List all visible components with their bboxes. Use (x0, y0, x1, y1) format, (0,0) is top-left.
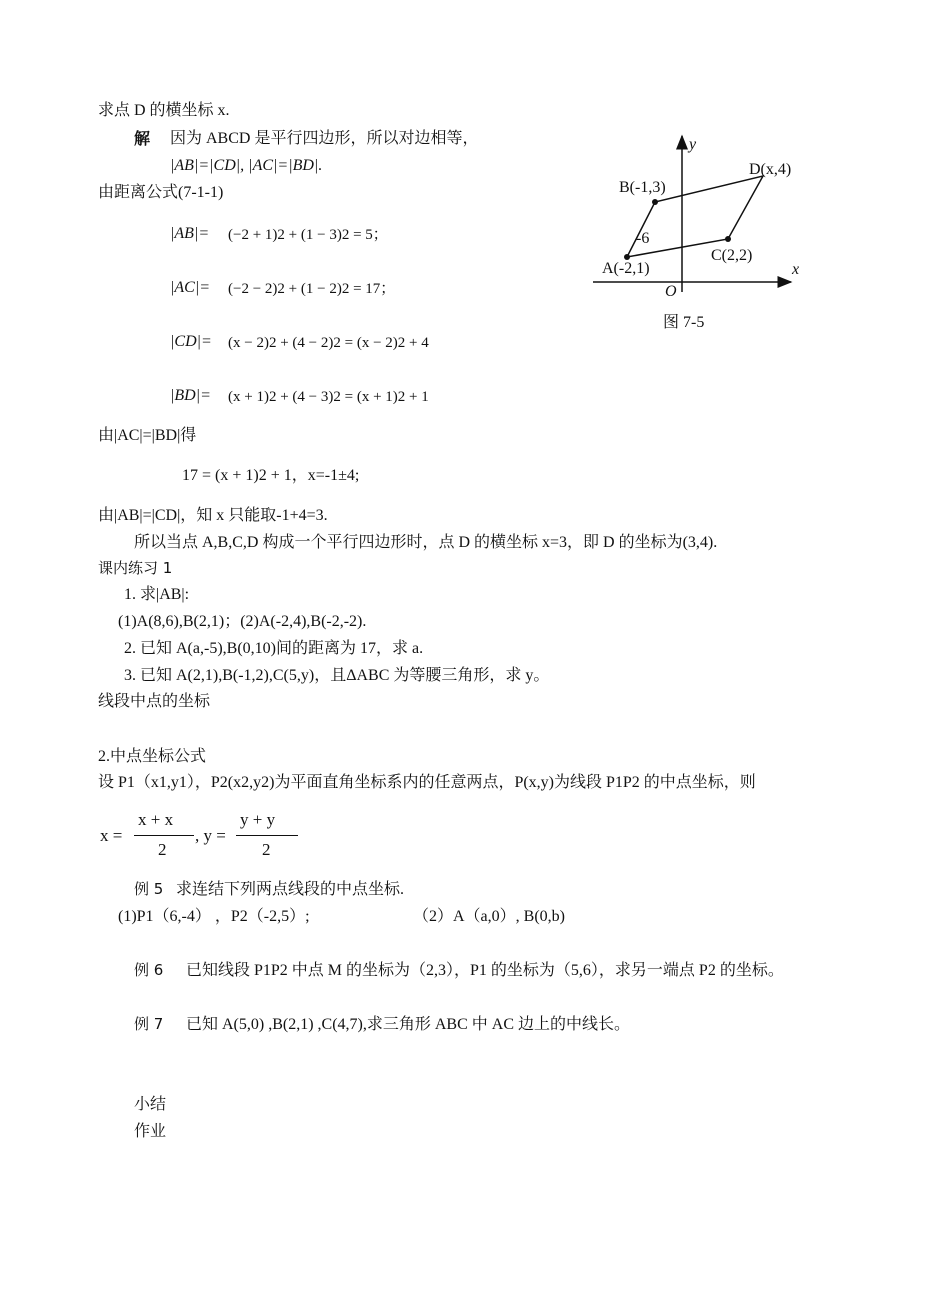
practice-1-sub: (1)A(8,6),B(2,1)；(2)A(-2,4),B(-2,-2). (118, 613, 367, 630)
formula-y-numerator: y + y (240, 810, 276, 829)
formula-description: 设 P1（x1,y1），P2(x2,y2)为平面直角坐标系内的任意两点，P(x,y)为线段 P1P2 的中点坐标，则 (98, 774, 756, 791)
label-a: A(-2,1) (602, 260, 650, 277)
midpoint-heading: 线段中点的坐标 (98, 693, 211, 710)
practice-title: 课内练习 1 (98, 559, 173, 577)
solution-text: 因为 ABCD 是平行四边形，所以对边相等， (170, 130, 479, 147)
line-find-d: 求点 D 的横坐标 x. (98, 102, 230, 119)
fraction-bar (134, 835, 194, 836)
point-b (652, 199, 658, 205)
fraction-bar (236, 835, 298, 836)
practice-1: 1. 求|AB|: (124, 586, 190, 603)
label-b: B(-1,3) (619, 179, 666, 196)
formula-x-lhs: x = (100, 826, 123, 845)
cd-expression: (x − 2)2 + (4 − 2)2 = (x − 2)2 + 4 (228, 335, 429, 351)
label-c: C(2,2) (711, 247, 753, 264)
summary-heading: 小结 (134, 1096, 167, 1113)
label-minus-six: -6 (636, 230, 650, 247)
formula-x-fraction (134, 810, 194, 860)
practice-3: 3. 已知 A(2,1),B(-1,2),C(5,y)，且ΔABC 为等腰三角形，求 y。 (124, 667, 550, 684)
point-c (725, 236, 731, 242)
formula-heading: 2.中点坐标公式 (98, 748, 207, 765)
example-5-part2: （2）A（a,0）, B(0,b) (413, 908, 565, 925)
ac-label: |AC|= (170, 279, 211, 296)
conclusion: 所以当点 A,B,C,D 构成一个平行四边形时，点 D 的横坐标 x=3，即 D 的坐标为(3,4). (134, 534, 718, 551)
origin-label: O (665, 283, 677, 300)
figure-caption: 图 7-5 (663, 314, 705, 331)
example-5-label: 例 5 (134, 880, 164, 898)
ac-expression: (−2 − 2)2 + (1 − 2)2 = 17； (228, 281, 396, 297)
label-d: D(x,4) (749, 161, 792, 178)
parallelogram-figure (585, 130, 815, 340)
example-6-label: 例 6 (134, 961, 164, 979)
formula-x-denominator: 2 (158, 840, 167, 859)
practice-2: 2. 已知 A(a,-5),B(0,10)间的距离为 17，求 a. (124, 640, 424, 657)
example-7-label: 例 7 (134, 1015, 164, 1033)
equation-17: 17 = (x + 1)2 + 1，x=-1±4; (182, 467, 360, 484)
side-equalities: |AB|=|CD|, |AC|=|BD|. (170, 157, 323, 174)
formula-x-numerator: x + x (138, 810, 174, 829)
formula-y-lhs: , y = (195, 826, 226, 845)
from-ab-cd: 由|AB|=|CD|，知 x 只能取-1+4=3. (98, 507, 328, 524)
ab-label: |AB|= (170, 225, 210, 242)
axis-y-label: y (689, 136, 697, 153)
axis-x-label: x (792, 261, 800, 278)
example-7-text: 已知 A(5,0) ,B(2,1) ,C(4,7),求三角形 ABC 中 AC 边上的中线长。 (186, 1016, 630, 1033)
example-5-text: 求连结下列两点线段的中点坐标. (176, 881, 405, 898)
from-ac-bd: 由|AC|=|BD|得 (98, 427, 197, 444)
distance-formula-line: 由距离公式(7-1-1) (98, 184, 224, 201)
ab-expression: (−2 + 1)2 + (1 − 3)2 = 5； (228, 227, 388, 243)
bd-label: |BD|= (170, 387, 211, 404)
solution-label: 解 (134, 129, 151, 148)
formula-y-denominator: 2 (262, 840, 271, 859)
cd-label: |CD|= (170, 333, 212, 350)
example-5-part1: (1)P1（6,-4） ，P2（-2,5）; (118, 908, 310, 925)
formula-y-fraction (236, 810, 298, 860)
example-6-text: 已知线段 P1P2 中点 M 的坐标为（2,3），P1 的坐标为（5,6），求另一端点 P2 的坐标。 (186, 962, 784, 979)
homework-heading: 作业 (134, 1123, 167, 1140)
bd-expression: (x + 1)2 + (4 − 3)2 = (x + 1)2 + 1 (228, 389, 429, 405)
